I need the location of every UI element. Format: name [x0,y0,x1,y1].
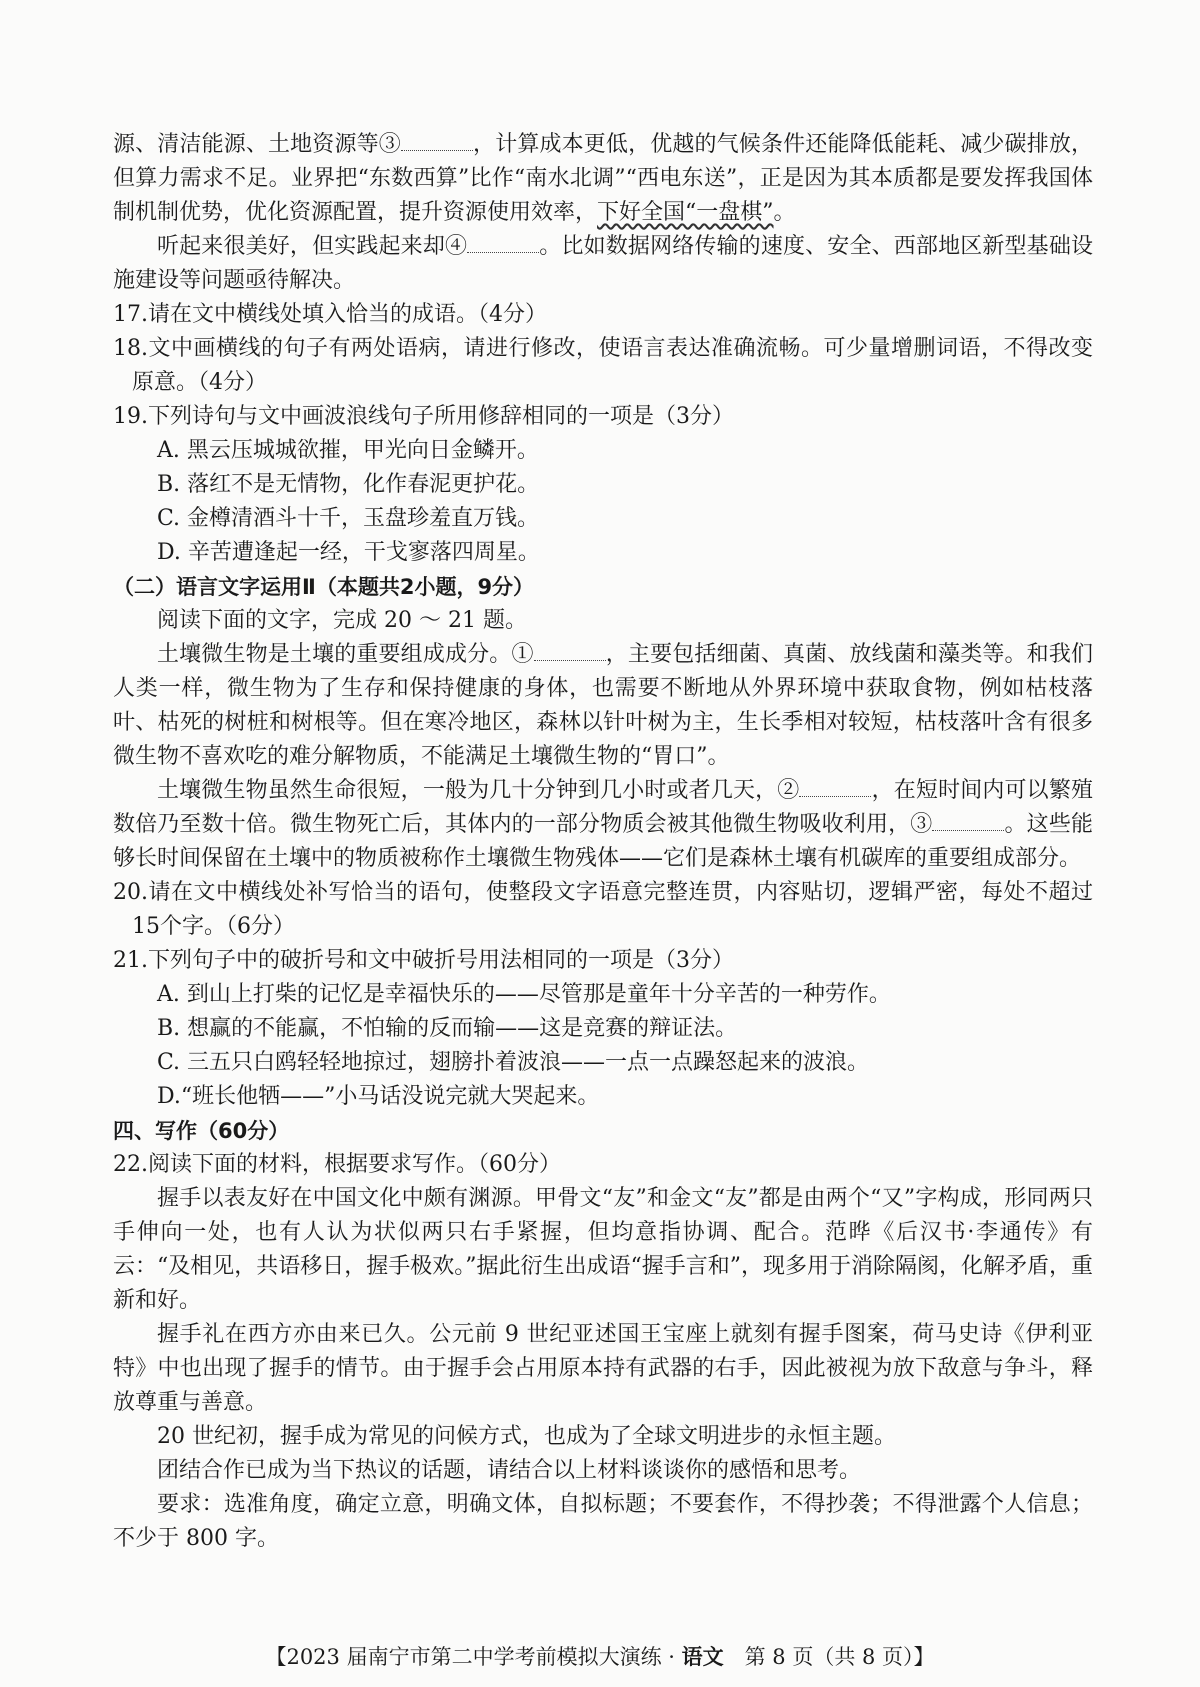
q19-option-c: C. 金樽清酒斗十千，玉盘珍羞直万钱。 [157,506,540,531]
text-span: ，在短时间内可以繁殖数倍乃至数十倍。微生物死亡后，其体内的一部分物质会被其他微生物吸收利用，③ [113,778,1093,837]
soil-paragraph-1 [113,638,1093,774]
q21-option-c: C. 三五只白鸥轻轻地掠过，翅膀扑着波浪——一点一点躁怒起来的波浪。 [157,1050,870,1075]
text-span: 听起来很美好，但实践起来却④ [157,234,468,259]
passage-paragraph-1 [113,128,1093,230]
material-paragraph-3: 20 世纪初，握手成为常见的问候方式，也成为了全球文明进步的永恒主题。 [157,1424,896,1449]
text-span: 。这些能够长时间保留在土壤中的物质被称作土壤微生物残体——它们是森林土壤有机碳库的重要组成部分。 [113,812,1093,871]
text-span: 。比如数据网络传输的速度、安全、西部地区新型基础设施建设等问题亟待解决。 [113,234,1093,293]
question-17: 17.请在文中横线处填入恰当的成语。（4分） [113,302,547,327]
q19-option-d: D. 辛苦遭逢起一经，干戈寥落四周星。 [157,540,540,565]
q21-option-a: A. 到山上打柴的记忆是幸福快乐的——尽管那是童年十分辛苦的一种劳作。 [157,982,891,1007]
answer-blank-3 [401,130,473,151]
q21-option-b: B. 想赢的不能赢，不怕输的反而输——这是竞赛的辩证法。 [157,1016,738,1041]
page-footer [0,1640,1200,1674]
question-18: 18.文中画横线的句子有两处语病，请进行修改，使语言表达准确流畅。可少量增删词语，不得改变原意。（4分） [113,336,1093,395]
q19-option-a: A. 黑云压城城欲摧，甲光向日金鳞开。 [157,438,539,463]
soil-paragraph-2 [113,774,1093,876]
text-span: ，计算成本更低，优越的气候条件还能降低能耗、减少碳排放，但算力需求不足。业界把“东数西算”比作“南水北调”“西电东送”，正是因为其本质都是要发挥我国体制机制优势，优化资源配置，提升资源使用效率， [113,132,1093,225]
question-21: 21.下列句子中的破折号和文中破折号用法相同的一项是（3分） [113,948,734,973]
read-instruction: 阅读下面的文字，完成 20 ～ 21 题。 [157,608,527,633]
material-paragraph-1: 握手以表友好在中国文化中颇有渊源。甲骨文“友”和金文“友”都是由两个“又”字构成，形同两只手伸向一处，也有人认为状似两只右手紧握，但均意指协调、配合。范晔《后汉书·李通传》有云：“及相见，共语移日，握手极欢。”据此衍生出成语“握手言和”，现多用于消除隔阂，化解矛盾，重新和好。 [113,1186,1093,1313]
question-19: 19.下列诗句与文中画波浪线句子所用修辞相同的一项是（3分） [113,404,734,429]
question-20: 20.请在文中横线处补写恰当的语句，使整段文字语意完整连贯，内容贴切，逻辑严密，每处不超过15个字。（6分） [113,880,1093,939]
answer-blank-4 [467,232,539,253]
footer-exam-name: 【2023 届南宁市第二中学考前模拟大演练 · [265,1645,682,1669]
q21-option-d: D.“班长他牺——”小马话没说完就大哭起来。 [157,1084,600,1109]
page-content [113,128,1093,1556]
q19-option-b: B. 落红不是无情物，化作春泥更护花。 [157,472,540,497]
answer-blank-2 [799,776,871,797]
section-4-title: 四、写作（60分） [113,1119,290,1143]
text-span: 。 [773,200,796,225]
footer-subject: 语文 [681,1645,724,1669]
material-paragraph-2: 握手礼在西方亦由来已久。公元前 9 世纪亚述国王宝座上就刻有握手图案，荷马史诗《伊利亚特》中也出现了握手的情节。由于握手会占用原本持有武器的右手，因此被视为放下敌意与争斗，释放尊重与善意。 [113,1322,1093,1415]
text-span: 源、清洁能源、土地资源等③ [113,132,401,157]
answer-blank-1 [534,640,606,661]
text-span: 土壤微生物虽然生命很短，一般为几十分钟到几小时或者几天，② [157,778,800,803]
footer-page-number: 第 8 页（共 8 页）】 [723,1645,935,1669]
wavy-underlined-sentence: 下好全国“一盘棋” [597,200,774,225]
passage-paragraph-2 [113,230,1093,298]
section-2-title: （二）语言文字运用Ⅱ（本题共2小题，9分） [113,575,535,599]
material-paragraph-4: 团结合作已成为当下热议的话题，请结合以上材料谈谈你的感悟和思考。 [157,1458,862,1483]
writing-requirements: 要求：选准角度，确定立意，明确文体，自拟标题；不要套作，不得抄袭；不得泄露个人信息；不少于 800 字。 [113,1492,1093,1551]
text-span: ，主要包括细菌、真菌、放线菌和藻类等。和我们人类一样，微生物为了生存和保持健康的身体，也需要不断地从外界环境中获取食物，例如枯枝落叶、枯死的树桩和树根等。但在寒冷地区，森林以针叶树为主，生长季相对较短，枯枝落叶含有很多微生物不喜欢吃的难分解物质，不能满足土壤微生物的“胃口”。 [113,642,1093,769]
question-22: 22.阅读下面的材料，根据要求写作。（60分） [113,1152,561,1177]
text-span: 土壤微生物是土壤的重要组成成分。① [157,642,534,667]
answer-blank-3 [932,810,1004,831]
